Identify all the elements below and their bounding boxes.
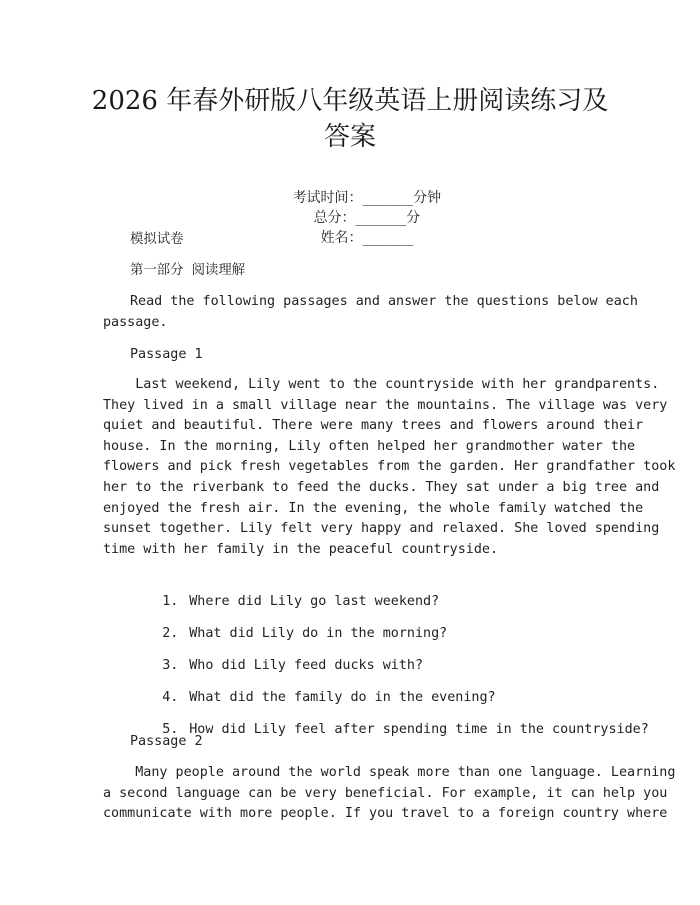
passage-1-text [103,375,676,560]
instructions-line: passage. [103,314,168,330]
passage-1-heading: Passage 1 [130,347,203,362]
passage-1-line: quiet and beautiful. There were many trees and flowers around their [103,418,644,434]
passage-1-line: time with her family in the peaceful countryside. [103,541,499,557]
total-score-field: 总分：______分 [313,210,421,226]
instructions [103,292,638,333]
passage-1-line: They lived in a small village near the mountains. The village was very [103,397,668,413]
question-text: Where did Lily go last weekend? [189,594,440,609]
question-number: 3. [162,658,179,673]
student-name-field: 姓名：______ [320,230,414,246]
question-number: 2. [162,626,179,641]
exam-time-field: 考试时间：______分钟 [292,190,442,206]
question-text: What did the family do in the evening? [189,690,496,705]
passage-1-line: her to the riverbank to feed the ducks. They sat under a big tree and [103,479,660,495]
question-number: 5. [162,722,179,737]
question-text: How did Lily feel after spending time in the countryside? [189,722,649,737]
passage-2-line: Many people around the world speak more than one language. Learning [103,765,676,780]
passage-1-line: Last weekend, Lily went to the countryside with her grandparents. [103,377,660,392]
passage-2-line: a second language can be very beneficial. For example, it can help you [103,785,668,801]
part-heading: 第一部分 阅读理解 [130,263,246,278]
document-title-line-1: 2026 年春外研版八年级英语上册阅读练习及 [91,86,609,116]
question-number: 1. [162,594,179,609]
passage-2-text [103,763,676,825]
passage-1-line: enjoyed the fresh air. In the evening, the whole family watched the [103,500,644,516]
question-text: What did Lily do in the morning? [189,626,448,641]
exam-meta-row [0,168,700,268]
passage-2-line: communicate with more people. If you travel to a foreign country where [103,806,668,822]
instructions-line: Read the following passages and answer the questions below each [130,294,638,309]
document-title-line-2: 答案 [323,122,376,152]
question-text: Who did Lily feed ducks with? [189,658,424,673]
question-item [130,700,649,760]
passage-1-line: house. In the morning, Lily often helped her grandmother water the [103,438,636,454]
passage-1-line: sunset together. Lily felt very happy and relaxed. She loved spending [103,521,660,537]
passage-2-heading: Passage 2 [130,734,203,749]
section-label: 模拟试卷 [130,232,184,247]
question-number: 4. [162,690,179,705]
passage-1-line: flowers and pick fresh vegetables from the garden. Her grandfather took [103,459,676,475]
